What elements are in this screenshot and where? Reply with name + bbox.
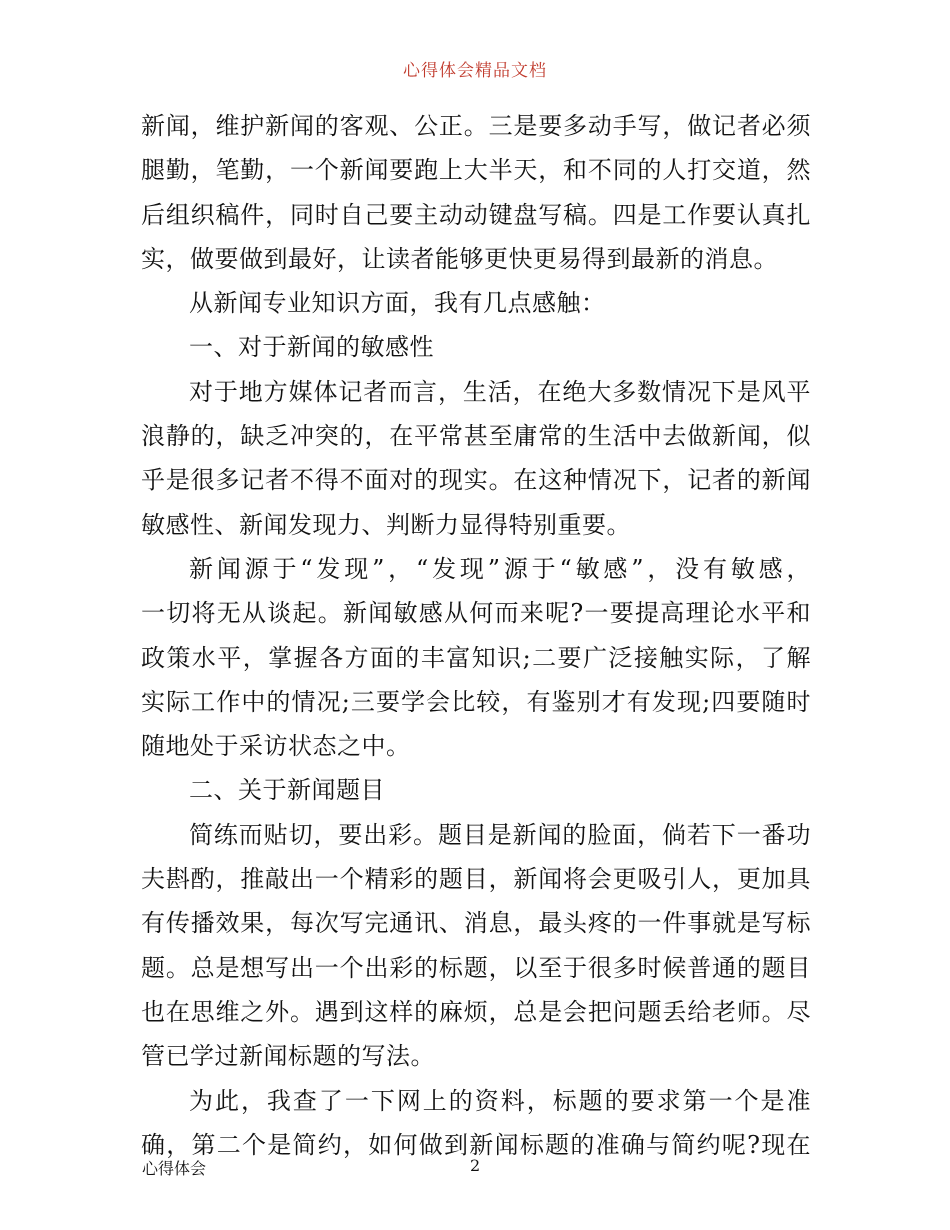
paragraph-start: 对于地方媒体记者而言，生活，在绝大多数情况下是风平 <box>189 377 811 406</box>
text-line: 一切将无从谈起。新闻敏感从何而来呢?一要提高理论水平和 <box>141 599 811 628</box>
footer-label: 心得体会 <box>142 1159 207 1178</box>
text-line: 管已学过新闻标题的写法。 <box>141 1042 435 1071</box>
text-line: 敏感性、新闻发现力、判断力显得特别重要。 <box>141 510 631 539</box>
text-line: 新闻，维护新闻的客观、公正。三是要多动手写，做记者必须 <box>141 112 811 140</box>
text-line: 实际工作中的情况;三要学会比较，有鉴别才有发现;四要随时 <box>141 687 811 716</box>
text-line: 夫斟酌，推敲出一个精彩的题目，新闻将会更吸引人，更加具 <box>141 865 811 894</box>
page-header-title: 心得体会精品文档 <box>403 61 547 81</box>
text-line: 腿勤，笔勤，一个新闻要跑上大半天，和不同的人打交道，然 <box>141 156 811 185</box>
paragraph-start: 为此，我查了一下网上的资料，标题的要求第一个是准 <box>189 1086 811 1115</box>
paragraph-start: 从新闻专业知识方面，我有几点感触： <box>189 289 606 318</box>
text-line: 浪静的，缺乏冲突的，在平常甚至庸常的生活中去做新闻，似 <box>141 422 811 451</box>
document-body <box>141 104 811 1167</box>
page-number: 2 <box>470 1156 481 1175</box>
paragraph-start: 新闻源于“发现”，“发现”源于“敏感”，没有敏感， <box>189 554 811 583</box>
text-line: 乎是很多记者不得不面对的现实。在这种情况下，记者的新闻 <box>141 466 811 495</box>
text-line: 有传播效果，每次写完通讯、消息，最头疼的一件事就是写标 <box>141 909 811 938</box>
text-line: 实，做要做到最好，让读者能够更快更易得到最新的消息。 <box>141 244 778 273</box>
text-line: 后组织稿件，同时自己要主动动键盘写稿。四是工作要认真扎 <box>141 200 811 229</box>
text-line: 题。总是想写出一个出彩的标题，以至于很多时候普通的题目 <box>141 953 811 982</box>
text-line: 随地处于采访状态之中。 <box>141 732 411 761</box>
paragraph-start: 简练而贴切，要出彩。题目是新闻的脸面，倘若下一番功 <box>189 820 811 849</box>
section-heading: 一、对于新闻的敏感性 <box>189 333 434 362</box>
section-heading: 二、关于新闻题目 <box>189 776 385 805</box>
text-line: 确，第二个是简约，如何做到新闻标题的准确与简约呢?现在 <box>141 1130 811 1159</box>
text-line: 政策水平，掌握各方面的丰富知识;二要广泛接触实际，了解 <box>141 643 811 672</box>
text-line: 也在思维之外。遇到这样的麻烦，总是会把问题丢给老师。尽 <box>141 997 811 1026</box>
